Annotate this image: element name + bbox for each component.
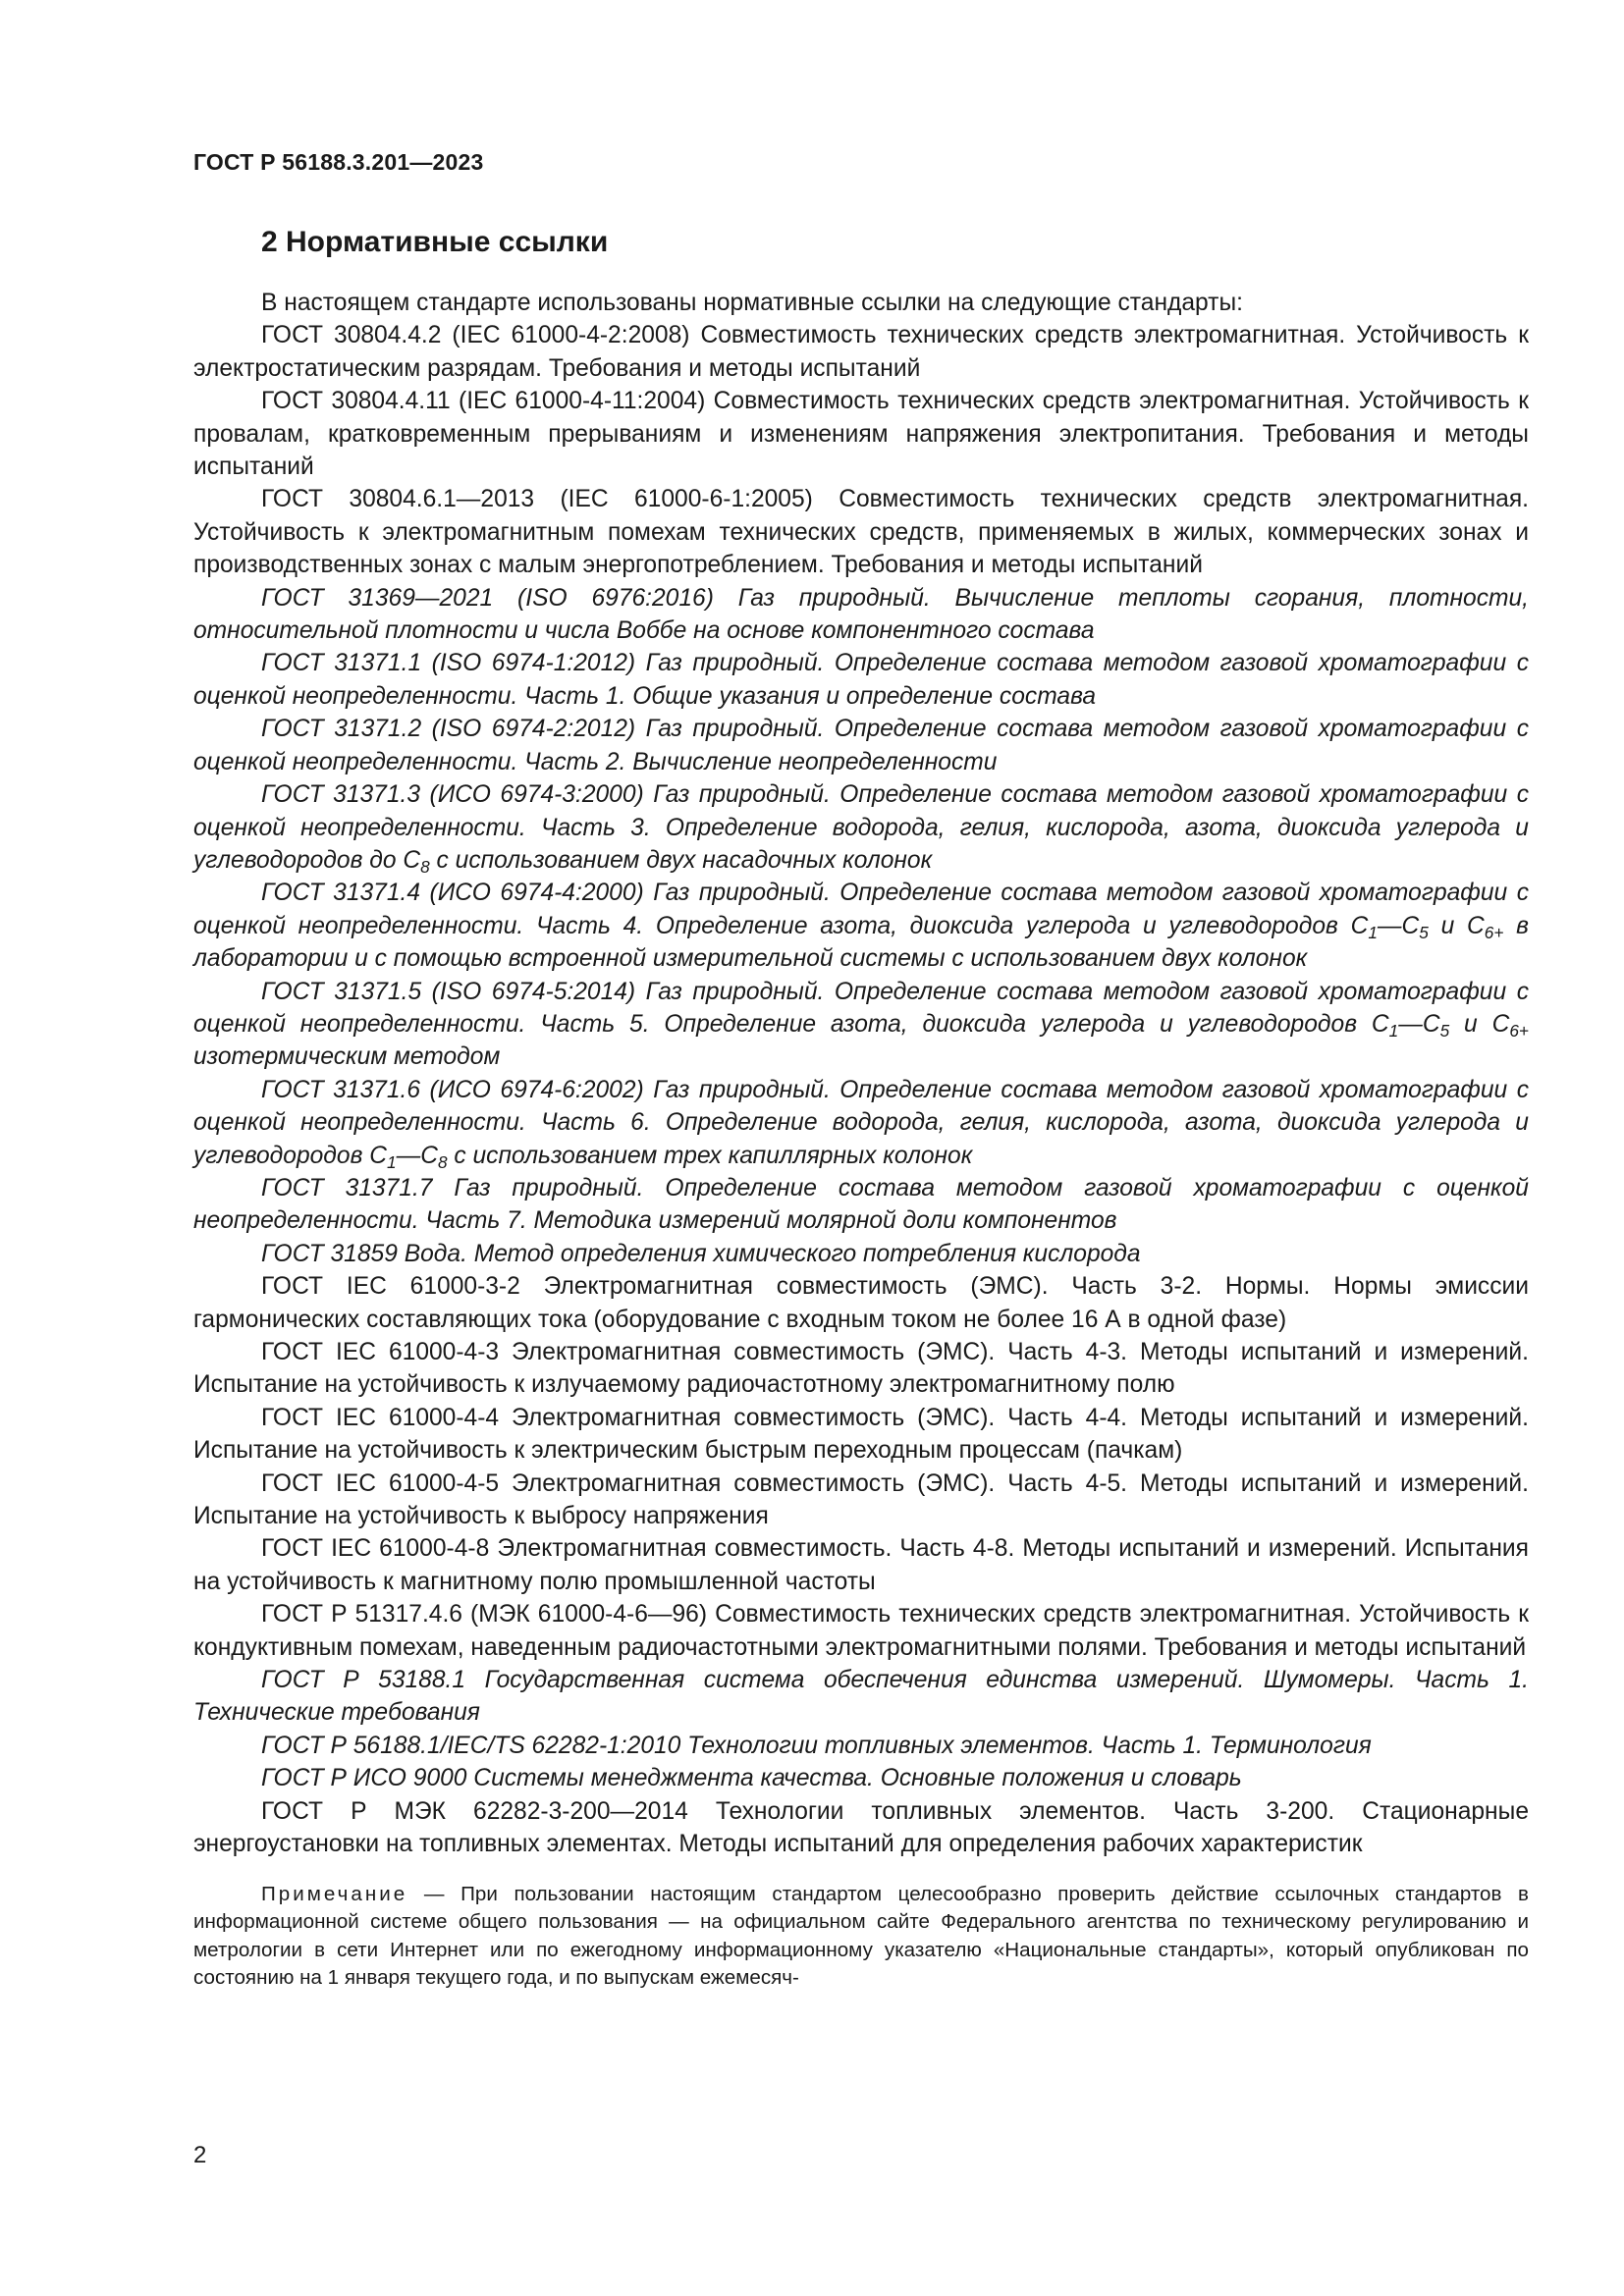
subscript: 1: [387, 1151, 397, 1172]
reference-item: ГОСТ Р 56188.1/IEC/TS 62282-1:2010 Технологии топливных элементов. Часть 1. Терминология: [261, 1732, 1372, 1759]
reference-item: [193, 877, 1529, 975]
dash: —: [396, 1142, 421, 1169]
note-label: Примечание: [261, 1882, 408, 1905]
reference-text: с использованием трех капиллярных колонок: [447, 1142, 973, 1169]
conjunction: и: [1449, 1010, 1492, 1038]
reference-text: ГОСТ 31371.5 (ISO 6974-5:2014) Газ природный. Определение состава методом газовой хроматографии с оценкой неопределенности. Часть 5. Определение азота, диоксида углерода и углеводородов C: [193, 978, 1529, 1038]
references-list: [193, 287, 1529, 1993]
subscript: 1: [1368, 922, 1378, 942]
reference-item: [193, 778, 1529, 877]
note-text: — При пользовании настоящим стандартом целесообразно проверить действие ссылочных стандартов в информационной системе общего пользования — на официальном сайте Федерального агентства по техническому регулированию и метрологии в сети Интернет или по ежегодному информационному указателю «Национальные стандарты», который опубликован по состоянию на 1 января текущего года, и по выпускам ежемесяч-: [193, 1882, 1529, 1990]
subscript: 5: [1439, 1021, 1450, 1041]
reference-text: в лаборатории и с помощью встроенной измерительной системы с использованием двух колонок: [193, 912, 1529, 973]
intro-paragraph: В настоящем стандарте использованы нормативные ссылки на следующие стандарты:: [261, 290, 1243, 316]
carbon-symbol: C: [1491, 1010, 1510, 1038]
reference-text: ГОСТ 31371.6 (ИСО 6974-6:2002) Газ природный. Определение состава методом газовой хроматографии с оценкой неопределенности. Часть 6. Определение водорода, гелия, кислорода, азота, диоксида углерода и углеводородов C: [193, 1076, 1529, 1169]
reference-item: ГОСТ IEC 61000-4-4 Электромагнитная совместимость (ЭМС). Часть 4-4. Методы испытаний и измерений. Испытание на устойчивость к электрическим быстрым переходным процессам (пачкам): [193, 1404, 1529, 1465]
carbon-symbol: C: [420, 1142, 438, 1169]
reference-text: ГОСТ 31371.3 (ИСО 6974-3:2000) Газ природный. Определение состава методом газовой хроматографии с оценкой неопределенности. Часть 3. Определение водорода, гелия, кислорода, азота, диоксида углерода и углеводородов до C: [193, 781, 1529, 874]
carbon-symbol: C: [1422, 1010, 1440, 1038]
subscript: 6+: [1484, 922, 1504, 942]
reference-item: ГОСТ IEC 61000-4-8 Электромагнитная совместимость. Часть 4-8. Методы испытаний и измерений. Испытания на устойчивость к магнитному полю промышленной частоты: [193, 1535, 1529, 1595]
subscript: 8: [437, 1151, 448, 1172]
reference-item: ГОСТ Р 51317.4.6 (МЭК 61000-4-6—96) Совместимость технических средств электромагнитная. Устойчивость к кондуктивным помехам, наведенным радиочастотными электромагнитными полями. Требования и методы испытаний: [193, 1601, 1529, 1661]
dash: —: [1377, 912, 1402, 939]
carbon-symbol: C: [1401, 912, 1420, 939]
reference-item: ГОСТ 30804.6.1—2013 (IEC 61000-6-1:2005) Совместимость технических средств электромагнитная. Устойчивость к электромагнитным помехам технических средств, применяемых в жилых, коммерческих зонах и производственных зонах с малым энергопотреблением. Требования и методы испытаний: [193, 486, 1529, 579]
subscript: 8: [420, 857, 430, 878]
reference-item: ГОСТ IEC 61000-4-3 Электромагнитная совместимость (ЭМС). Часть 4-3. Методы испытаний и измерений. Испытание на устойчивость к излучаемому радиочастотному электромагнитному полю: [193, 1339, 1529, 1399]
reference-item: [193, 976, 1529, 1074]
reference-item: ГОСТ IEC 61000-4-5 Электромагнитная совместимость (ЭМС). Часть 4-5. Методы испытаний и измерений. Испытание на устойчивость к выбросу напряжения: [193, 1469, 1529, 1530]
subscript: 5: [1419, 922, 1429, 942]
dash: —: [1398, 1010, 1423, 1038]
reference-item: ГОСТ 31369—2021 (ISO 6976:2016) Газ природный. Вычисление теплоты сгорания, плотности, относительной плотности и числа Воббе на основе компонентного состава: [193, 584, 1529, 645]
reference-item: [193, 1074, 1529, 1172]
reference-item: ГОСТ 30804.4.11 (IEC 61000-4-11:2004) Совместимость технических средств электромагнитная. Устойчивость к провалам, кратковременным прерываниям и изменениям напряжения электропитания. Требования и методы испытаний: [193, 388, 1529, 481]
reference-item: ГОСТ IEC 61000-3-2 Электромагнитная совместимость (ЭМС). Часть 3-2. Нормы. Нормы эмиссии гармонических составляющих тока (оборудование с входным током не более 16 А в одной фазе): [193, 1273, 1529, 1333]
reference-item: ГОСТ 31371.2 (ISO 6974-2:2012) Газ природный. Определение состава методом газовой хроматографии с оценкой неопределенности. Часть 2. Вычисление неопределенности: [193, 716, 1529, 775]
subscript: 6+: [1509, 1021, 1529, 1041]
reference-item: ГОСТ 31371.1 (ISO 6974-1:2012) Газ природный. Определение состава методом газовой хроматографии с оценкой неопределенности. Часть 1. Общие указания и определение состава: [193, 650, 1529, 710]
reference-item: ГОСТ 31371.7 Газ природный. Определение состава методом газовой хроматографии с оценкой неопределенности. Часть 7. Методика измерений молярной доли компонентов: [193, 1174, 1529, 1235]
reference-text: с использованием двух насадочных колонок: [429, 846, 933, 874]
reference-text: изотермическим методом: [193, 1043, 501, 1071]
reference-item: ГОСТ 30804.4.2 (IEC 61000-4-2:2008) Совместимость технических средств электромагнитная. Устойчивость к электростатическим разрядам. Требования и методы испытаний: [193, 322, 1529, 382]
document-header: ГОСТ Р 56188.3.201—2023: [193, 149, 484, 175]
page-number: 2: [193, 2142, 207, 2168]
conjunction: и: [1428, 912, 1468, 939]
carbon-symbol: C: [1467, 912, 1485, 939]
reference-item: ГОСТ Р МЭК 62282-3-200—2014 Технологии топливных элементов. Часть 3-200. Стационарные энергоустановки на топливных элементах. Методы испытаний для определения рабочих характеристик: [193, 1797, 1529, 1858]
section-title: 2 Нормативные ссылки: [261, 226, 609, 258]
reference-item: ГОСТ Р 53188.1 Государственная система обеспечения единства измерений. Шумомеры. Часть 1. Технические требования: [193, 1667, 1529, 1727]
reference-text: ГОСТ 31371.4 (ИСО 6974-4:2000) Газ природный. Определение состава методом газовой хроматографии с оценкой неопределенности. Часть 4. Определение азота, диоксида углерода и углеводородов C: [193, 880, 1529, 939]
reference-item: ГОСТ Р ИСО 9000 Системы менеджмента качества. Основные положения и словарь: [261, 1765, 1242, 1792]
note-paragraph: [193, 1881, 1529, 1993]
subscript: 1: [1388, 1021, 1399, 1041]
reference-item: ГОСТ 31859 Вода. Метод определения химического потребления кислорода: [261, 1240, 1141, 1267]
